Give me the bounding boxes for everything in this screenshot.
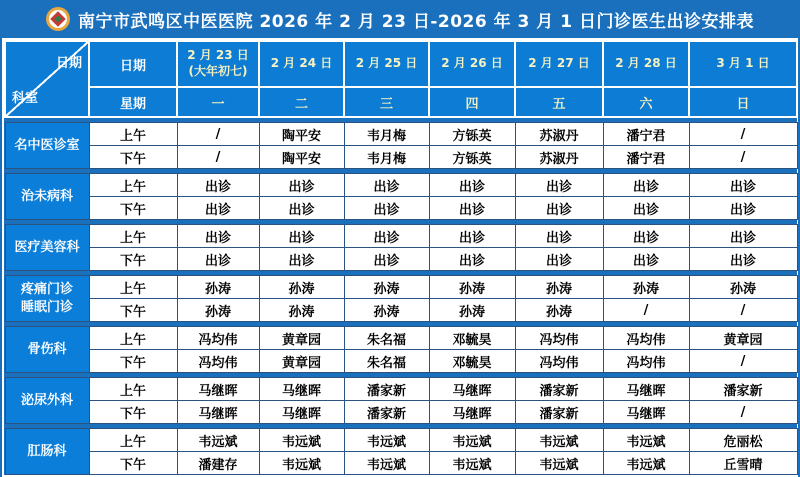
doctor-cell: 出诊 — [429, 225, 515, 248]
doctor-cell: / — [689, 299, 797, 322]
schedule-row-pm — [5, 146, 797, 169]
doctor-cell: 马继晖 — [429, 401, 515, 424]
schedule-row-pm — [5, 197, 797, 220]
doctor-cell: 孙涛 — [429, 276, 515, 299]
doctor-cell: 出诊 — [259, 174, 344, 197]
corner-cell — [5, 41, 89, 117]
week-row-header: 星期 — [89, 87, 177, 117]
time-slot-label-pm: 下午 — [89, 146, 177, 169]
doctor-cell: 马继晖 — [603, 401, 689, 424]
time-slot-label-am: 上午 — [89, 378, 177, 401]
date-row-header: 日期 — [89, 41, 177, 87]
schedule-row-am — [5, 378, 797, 401]
date-column-header: 2 月 27 日 — [515, 41, 603, 87]
doctor-cell: 出诊 — [689, 174, 797, 197]
doctor-cell: 潘家新 — [344, 378, 429, 401]
doctor-cell: 冯均伟 — [177, 350, 259, 373]
doctor-cell: 冯均伟 — [177, 327, 259, 350]
doctor-cell: 出诊 — [259, 225, 344, 248]
time-slot-label-pm: 下午 — [89, 248, 177, 271]
doctor-cell: 韦远斌 — [344, 429, 429, 452]
time-slot-label-am: 上午 — [89, 276, 177, 299]
date-column-header: 3 月 1 日 — [689, 41, 797, 87]
doctor-cell: 韦远斌 — [259, 452, 344, 475]
doctor-cell: 冯均伟 — [603, 327, 689, 350]
doctor-cell: / — [689, 350, 797, 373]
doctor-cell: / — [603, 299, 689, 322]
doctor-cell: 马继晖 — [429, 378, 515, 401]
doctor-cell: 孙涛 — [177, 276, 259, 299]
doctor-cell: 出诊 — [177, 174, 259, 197]
title-bar — [0, 0, 800, 38]
doctor-cell: 危丽松 — [689, 429, 797, 452]
weekday-column-header: 日 — [689, 87, 797, 117]
corner-department-label: 科室 — [12, 91, 39, 106]
schedule-row-am — [5, 276, 797, 299]
doctor-cell: 出诊 — [259, 197, 344, 220]
schedule-row-pm — [5, 401, 797, 424]
time-slot-label-am: 上午 — [89, 429, 177, 452]
doctor-cell: 孙涛 — [344, 299, 429, 322]
doctor-cell: 黄章园 — [689, 327, 797, 350]
doctor-cell: 韦远斌 — [344, 452, 429, 475]
schedule-table — [4, 40, 798, 475]
doctor-cell: 出诊 — [429, 197, 515, 220]
doctor-cell: 冯均伟 — [603, 350, 689, 373]
schedule-row-pm — [5, 248, 797, 271]
doctor-cell: 出诊 — [515, 225, 603, 248]
doctor-cell: 韦远斌 — [259, 429, 344, 452]
doctor-cell: 出诊 — [429, 248, 515, 271]
time-slot-label-pm: 下午 — [89, 401, 177, 424]
doctor-cell: 出诊 — [603, 197, 689, 220]
doctor-cell: 出诊 — [259, 248, 344, 271]
department-label: 骨伤科 — [5, 327, 89, 373]
date-column-header: 2 月 25 日 — [344, 41, 429, 87]
date-column-header: 2 月 26 日 — [429, 41, 515, 87]
weekday-column-header: 六 — [603, 87, 689, 117]
doctor-cell: 韦远斌 — [515, 429, 603, 452]
doctor-cell: 韦远斌 — [603, 452, 689, 475]
schedule-row-am — [5, 327, 797, 350]
doctor-cell: 孙涛 — [515, 276, 603, 299]
doctor-cell: 韦远斌 — [429, 429, 515, 452]
doctor-cell: 出诊 — [344, 197, 429, 220]
doctor-cell: 出诊 — [689, 225, 797, 248]
doctor-cell: 出诊 — [344, 225, 429, 248]
time-slot-label-pm: 下午 — [89, 452, 177, 475]
weekday-column-header: 四 — [429, 87, 515, 117]
time-slot-label-pm: 下午 — [89, 197, 177, 220]
page-title: 南宁市武鸣区中医医院 2026 年 2 月 23 日-2026 年 3 月 1 日门诊医生出诊安排表 — [78, 11, 754, 32]
department-label: 肛肠科 — [5, 429, 89, 475]
date-column-header: 2 月 23 日 (大年初七) — [177, 41, 259, 87]
weekday-column-header: 一 — [177, 87, 259, 117]
doctor-cell: 马继晖 — [177, 401, 259, 424]
doctor-cell: 出诊 — [515, 248, 603, 271]
doctor-cell: 马继晖 — [603, 378, 689, 401]
doctor-cell: 苏淑丹 — [515, 146, 603, 169]
schedule-row-am — [5, 174, 797, 197]
doctor-cell: 孙涛 — [259, 276, 344, 299]
time-slot-label-pm: 下午 — [89, 299, 177, 322]
doctor-cell: 潘宁君 — [603, 146, 689, 169]
doctor-cell: 出诊 — [603, 225, 689, 248]
time-slot-label-pm: 下午 — [89, 350, 177, 373]
schedule-row-am — [5, 225, 797, 248]
weekday-column-header: 五 — [515, 87, 603, 117]
time-slot-label-am: 上午 — [89, 327, 177, 350]
doctor-cell: 邓毓昊 — [429, 327, 515, 350]
doctor-cell: 冯均伟 — [515, 327, 603, 350]
schedule-table-frame — [2, 38, 798, 477]
schedule-row-pm — [5, 299, 797, 322]
department-label: 疼痛门诊 睡眠门诊 — [5, 276, 89, 322]
doctor-cell: 黄章园 — [259, 350, 344, 373]
doctor-cell: 韦月梅 — [344, 123, 429, 146]
doctor-cell: 出诊 — [177, 225, 259, 248]
doctor-cell: 韦远斌 — [603, 429, 689, 452]
date-column-header: 2 月 28 日 — [603, 41, 689, 87]
doctor-cell: / — [689, 146, 797, 169]
doctor-cell: 孙涛 — [689, 276, 797, 299]
doctor-cell: 陶平安 — [259, 123, 344, 146]
doctor-cell: 出诊 — [603, 174, 689, 197]
doctor-cell: 出诊 — [515, 197, 603, 220]
doctor-cell: 出诊 — [689, 197, 797, 220]
schedule-row-pm — [5, 350, 797, 373]
doctor-cell: 苏淑丹 — [515, 123, 603, 146]
schedule-row-am — [5, 429, 797, 452]
schedule-row-pm — [5, 452, 797, 475]
doctor-cell: 陶平安 — [259, 146, 344, 169]
doctor-cell: 出诊 — [344, 174, 429, 197]
time-slot-label-am: 上午 — [89, 123, 177, 146]
weekday-column-header: 三 — [344, 87, 429, 117]
doctor-cell: 马继晖 — [177, 378, 259, 401]
doctor-cell: / — [689, 123, 797, 146]
doctor-cell: 黄章园 — [259, 327, 344, 350]
doctor-cell: 孙涛 — [603, 276, 689, 299]
doctor-cell: 朱名福 — [344, 327, 429, 350]
doctor-cell: 韦月梅 — [344, 146, 429, 169]
doctor-cell: / — [177, 146, 259, 169]
doctor-cell: 孙涛 — [344, 276, 429, 299]
doctor-cell: 孙涛 — [177, 299, 259, 322]
doctor-cell: 出诊 — [429, 174, 515, 197]
doctor-cell: 出诊 — [177, 197, 259, 220]
doctor-cell: 潘家新 — [344, 401, 429, 424]
department-label: 治未病科 — [5, 174, 89, 220]
doctor-cell: 潘家新 — [515, 401, 603, 424]
doctor-cell: / — [689, 401, 797, 424]
doctor-cell: 方铄英 — [429, 146, 515, 169]
doctor-cell: 出诊 — [515, 174, 603, 197]
doctor-cell: 马继晖 — [259, 378, 344, 401]
doctor-cell: 朱名福 — [344, 350, 429, 373]
schedule-row-am — [5, 123, 797, 146]
doctor-cell: 邓毓昊 — [429, 350, 515, 373]
doctor-cell: 潘家新 — [689, 378, 797, 401]
time-slot-label-am: 上午 — [89, 174, 177, 197]
department-label: 泌尿外科 — [5, 378, 89, 424]
doctor-cell: 韦远斌 — [515, 452, 603, 475]
weekday-column-header: 二 — [259, 87, 344, 117]
department-label: 名中医诊室 — [5, 123, 89, 169]
doctor-cell: 出诊 — [603, 248, 689, 271]
doctor-cell: 方铄英 — [429, 123, 515, 146]
date-column-header: 2 月 24 日 — [259, 41, 344, 87]
doctor-cell: 马继晖 — [259, 401, 344, 424]
corner-date-label: 日期 — [55, 56, 82, 71]
doctor-cell: 韦远斌 — [429, 452, 515, 475]
doctor-cell: 孙涛 — [429, 299, 515, 322]
doctor-cell: 丘雪晴 — [689, 452, 797, 475]
doctor-cell: 潘宁君 — [603, 123, 689, 146]
doctor-cell: 孙涛 — [515, 299, 603, 322]
doctor-cell: 冯均伟 — [515, 350, 603, 373]
doctor-cell: / — [177, 123, 259, 146]
doctor-cell: 潘家新 — [515, 378, 603, 401]
doctor-cell: 韦远斌 — [177, 429, 259, 452]
doctor-cell: 出诊 — [344, 248, 429, 271]
department-label: 医疗美容科 — [5, 225, 89, 271]
doctor-cell: 出诊 — [689, 248, 797, 271]
doctor-cell: 出诊 — [177, 248, 259, 271]
hospital-logo-icon — [46, 7, 70, 31]
doctor-cell: 潘建存 — [177, 452, 259, 475]
doctor-cell: 孙涛 — [259, 299, 344, 322]
time-slot-label-am: 上午 — [89, 225, 177, 248]
